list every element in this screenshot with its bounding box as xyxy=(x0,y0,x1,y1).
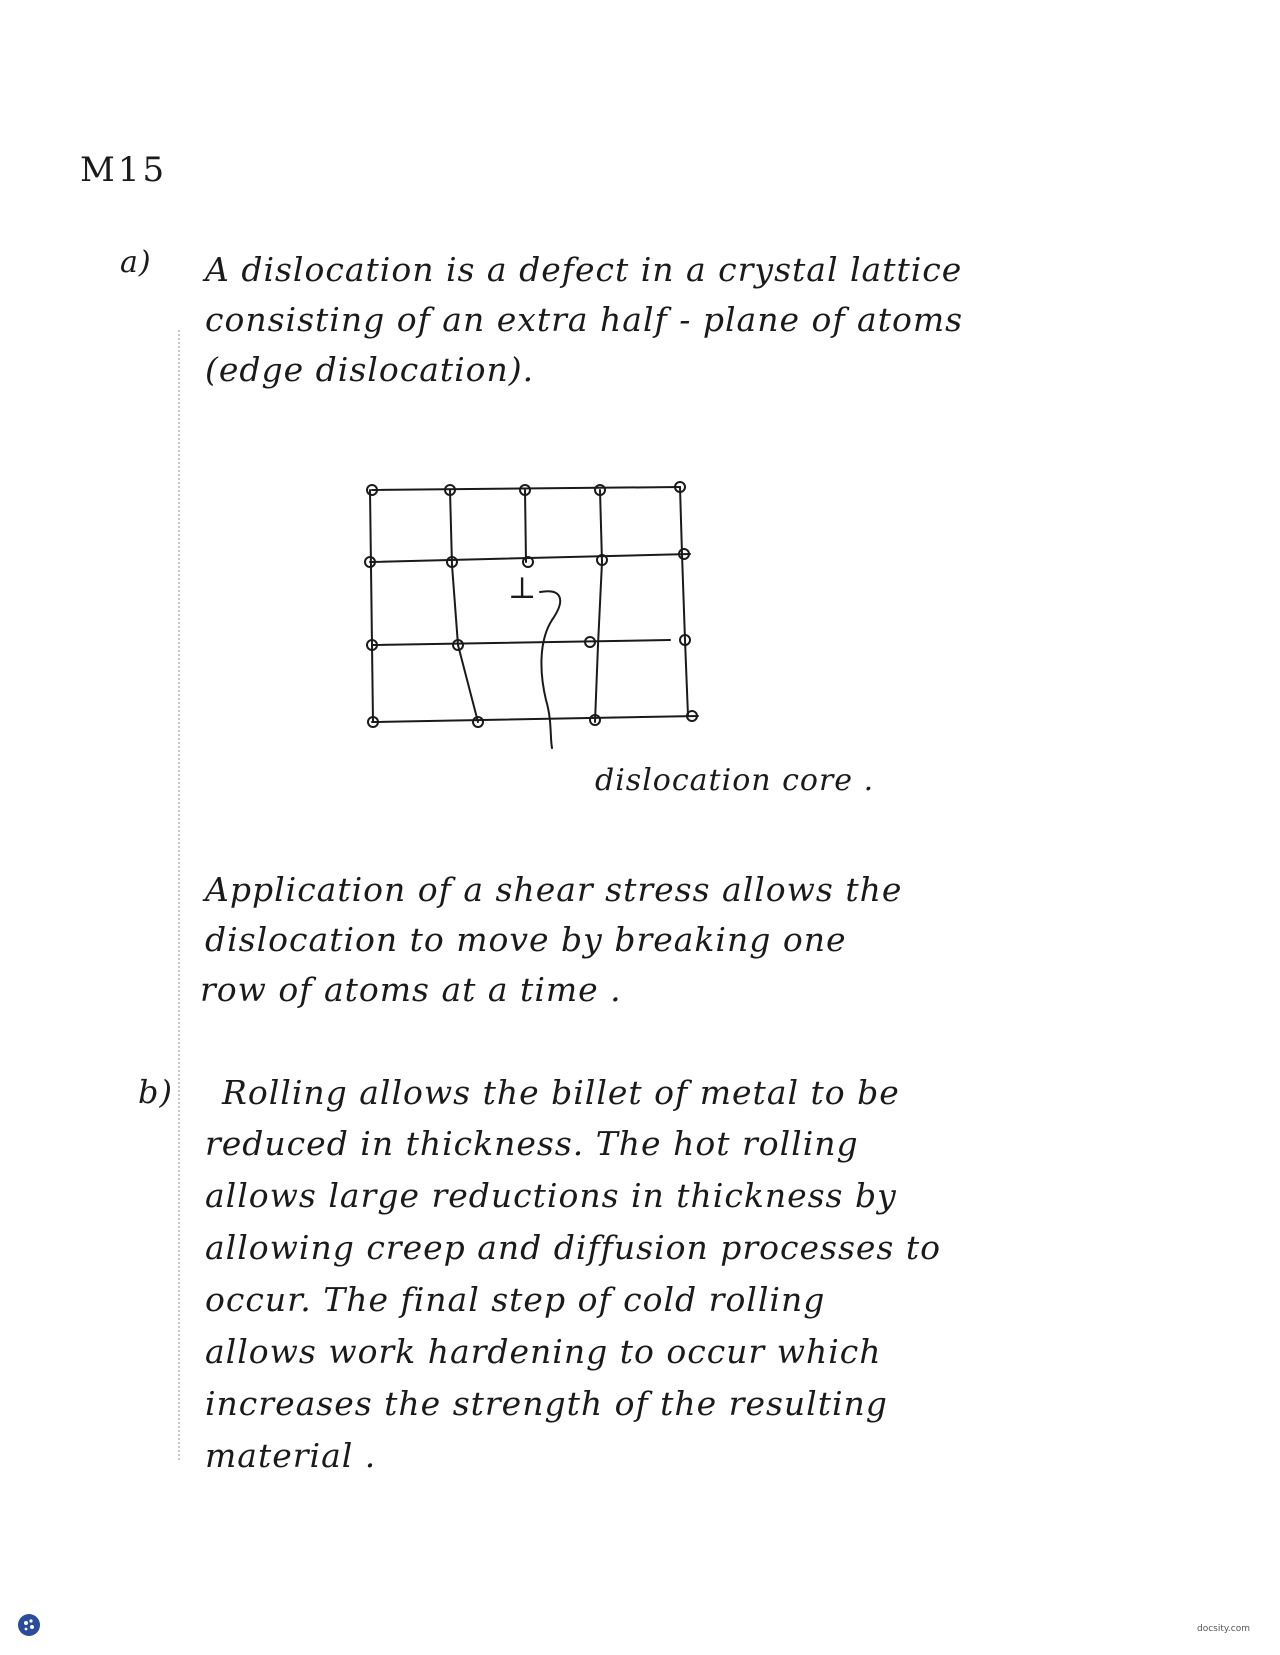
part-a-line: consisting of an extra half - plane of atoms xyxy=(205,300,964,339)
dislocation-core-label: dislocation core . xyxy=(595,763,875,798)
explanation-line: Application of a shear stress allows the xyxy=(205,870,903,909)
edge-dislocation-diagram xyxy=(340,470,740,740)
margin-dots xyxy=(178,330,186,1460)
part-b-line: allows large reductions in thickness by xyxy=(205,1176,897,1215)
part-b-line: material . xyxy=(205,1436,377,1475)
dislocation-symbol: ⊥ xyxy=(508,571,537,606)
part-a-line: (edge dislocation). xyxy=(205,350,535,389)
part-a-label: a) xyxy=(120,245,152,280)
part-b-line: Rolling allows the billet of metal to be xyxy=(222,1073,900,1112)
lattice-column xyxy=(370,490,373,722)
lattice-row xyxy=(372,716,698,722)
lattice-row xyxy=(372,640,670,645)
core-leader-line xyxy=(540,591,560,748)
explanation-line: dislocation to move by breaking one xyxy=(205,920,847,959)
lattice-row xyxy=(372,487,680,490)
lattice-column xyxy=(595,490,602,722)
lattice-column xyxy=(450,490,478,722)
docsity-logo-icon xyxy=(16,1612,42,1638)
part-b-line: increases the strength of the resulting xyxy=(205,1384,888,1423)
lattice-column xyxy=(680,487,688,716)
lattice-column-half-plane xyxy=(525,490,526,562)
part-b-line: allows work hardening to occur which xyxy=(205,1332,882,1371)
footer-source[interactable]: docsity.com xyxy=(1196,1624,1250,1634)
part-a-line: A dislocation is a defect in a crystal lattice xyxy=(205,250,963,289)
part-b-line: occur. The final step of cold rolling xyxy=(205,1280,826,1319)
explanation-line: row of atoms at a time . xyxy=(200,970,622,1009)
part-b-line: allowing creep and diffusion processes to xyxy=(205,1228,941,1267)
part-b-label: b) xyxy=(138,1073,173,1111)
part-b-line: reduced in thickness. The hot rolling xyxy=(205,1124,859,1163)
page-title: M15 xyxy=(80,150,168,190)
